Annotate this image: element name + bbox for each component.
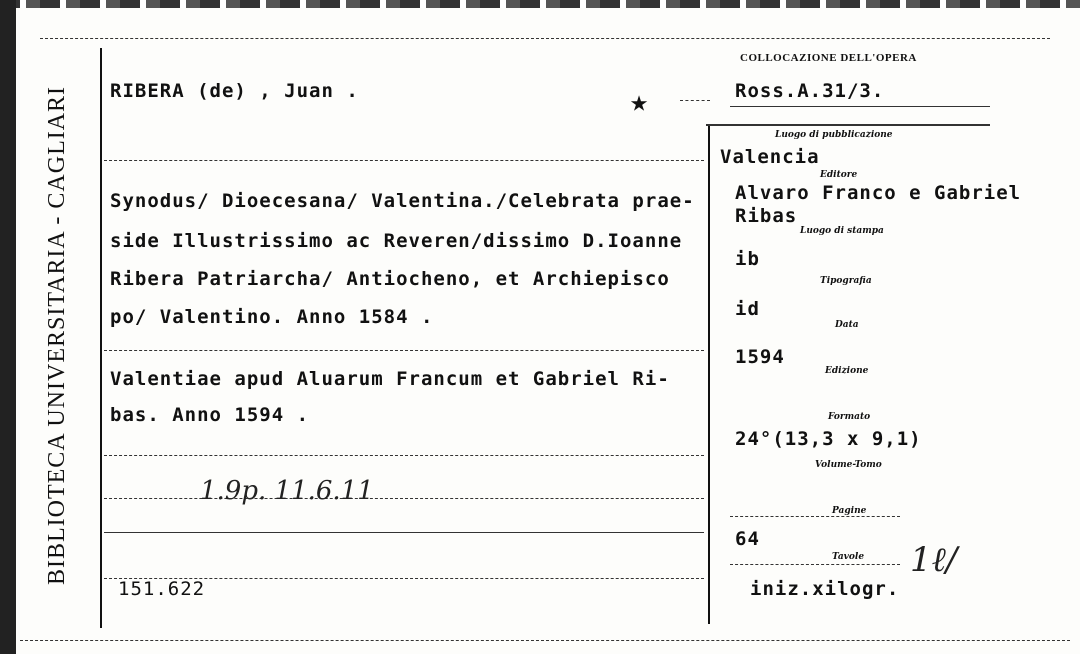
value-place: Valencia (720, 146, 820, 168)
author: RIBERA (de) , Juan . (110, 80, 359, 102)
rule (40, 38, 1050, 39)
rule (104, 350, 704, 351)
label-printer: Tipografia (820, 276, 872, 286)
title-line-2: side Illustrissimo ac Reveren/dissimo D.Ioanne (110, 230, 683, 252)
value-date: 1594 (735, 346, 785, 368)
card-top-edge (0, 0, 1080, 8)
card-left-edge (0, 0, 16, 654)
collocation: Ross.A.31/3. (735, 80, 885, 102)
inventory-number: 151.622 (118, 578, 206, 600)
label-volume: Volume-Tomo (815, 460, 882, 470)
rule (104, 160, 704, 161)
rule (680, 100, 710, 101)
title-line-3: Ribera Patriarcha/ Antiocheno, et Archiepisco (110, 268, 670, 290)
value-printer: id (735, 298, 760, 320)
value-print-place: ib (735, 248, 760, 270)
label-date: Data (835, 320, 859, 330)
star-icon: ★ (630, 84, 649, 119)
value-publisher: Alvaro Franco e Gabriel (735, 182, 1022, 204)
rule (104, 532, 704, 533)
imprint-line-2: bas. Anno 1594 . (110, 404, 310, 426)
label-plates: Tavole (832, 552, 865, 562)
label-publisher: Editore (820, 170, 858, 180)
rule (730, 564, 900, 565)
value-pages: 64 (735, 528, 760, 550)
label-pages: Pagine (832, 506, 867, 516)
collocation-header: COLLOCAZIONE DELL'OPERA (740, 52, 917, 64)
label-edition: Edizione (825, 366, 869, 376)
library-name: BIBLIOTECA UNIVERSITARIA - CAGLIARI (44, 85, 70, 585)
rule (104, 498, 704, 499)
rule (20, 640, 1070, 641)
margin-rule (100, 48, 102, 628)
label-place: Luogo di pubblicazione (775, 130, 893, 140)
title-line-4: po/ Valentino. Anno 1584 . (110, 306, 434, 328)
handwritten-date: 1.9p. 11.6.11 (200, 476, 374, 506)
handwritten-mark: 1ℓ/ (910, 540, 958, 580)
imprint-line-1: Valentiae apud Aluarum Francum et Gabriel Ri- (110, 368, 670, 390)
label-format: Formato (828, 412, 871, 422)
rule (730, 516, 900, 517)
value-format: 24°(13,3 x 9,1) (735, 428, 922, 450)
value-publisher-2: Ribas (735, 205, 798, 227)
rule (730, 106, 990, 107)
field-box-rule (708, 124, 710, 624)
rule (706, 124, 990, 126)
label-print-place: Luogo di stampa (800, 226, 884, 236)
value-plates: iniz.xilogr. (750, 578, 900, 600)
rule (104, 455, 704, 456)
title-line-1: Synodus/ Dioecesana/ Valentina./Celebrata prae- (110, 190, 695, 212)
